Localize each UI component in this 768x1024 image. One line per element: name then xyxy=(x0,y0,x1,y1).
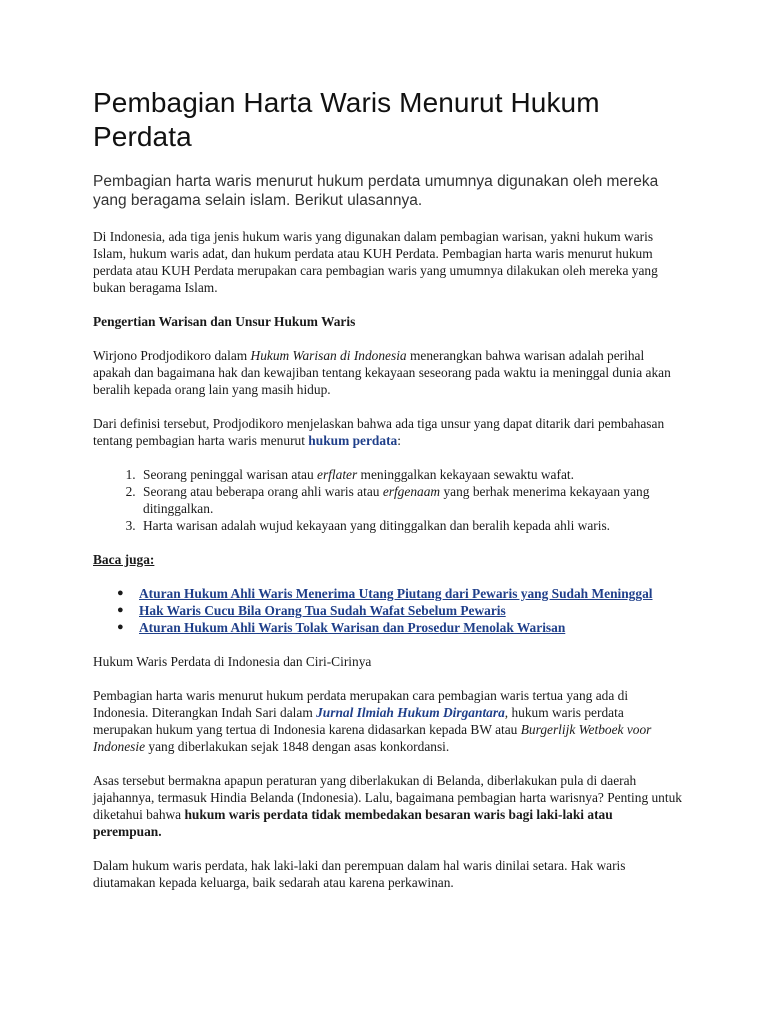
book-title: Hukum Warisan di Indonesia xyxy=(250,348,407,363)
text: Pembagian harta waris menurut hukum perdata merupakan cara pembagian waris tertua yang ada di Indonesia. Diterangkan Indah Sari dalam xyxy=(93,688,629,720)
related-link[interactable]: Hak Waris Cucu Bila Orang Tua Sudah Wafat Sebelum Pewaris xyxy=(139,603,506,618)
text: yang berhak menerima kekayaan yang ditinggalkan. xyxy=(143,484,650,516)
text: Asas tersebut bermakna apapun peraturan yang diberlakukan di Belanda, diberlakukan pula di daerah jajahannya, termasuk Hindia Belanda (Indonesia). Lalu, bagaimana pembagian harta warisnya? Penting untuk diketahui bahwa xyxy=(93,773,682,822)
paragraph-asas xyxy=(93,772,683,840)
bullet-icon: ● xyxy=(117,621,124,633)
related-links xyxy=(93,585,683,636)
unsur-list xyxy=(93,466,683,534)
list-item xyxy=(117,602,683,619)
text: menerangkan bahwa warisan adalah perihal apakah dan bagaimana hak dan kewajiban tentang kekayaan seseorang pada waktu ia meninggal dunia akan beralih kepada orang lain yang masih hidup. xyxy=(93,348,671,397)
text: Wirjono Prodjodikoro dalam xyxy=(93,348,251,363)
term: erflater xyxy=(317,467,358,482)
text: , hukum waris perdata merupakan hukum yang tertua di Indonesia karena didasarkan kepada BW atau xyxy=(93,705,624,737)
emphasis: hukum waris perdata tidak membedakan besaran waris bagi laki-laki atau perempuan. xyxy=(93,807,613,839)
text: yang diberlakukan sejak 1848 dengan asas konkordansi. xyxy=(145,739,450,754)
list-item xyxy=(117,619,683,636)
section-heading-ciri: Hukum Waris Perdata di Indonesia dan Ciri-Cirinya xyxy=(93,654,372,669)
paragraph-tertua xyxy=(93,687,683,755)
paragraph-intro: Di Indonesia, ada tiga jenis hukum waris yang digunakan dalam pembagian warisan, yakni hukum waris Islam, hukum waris adat, dan hukum perdata atau KUH Perdata. Pembagian harta waris menurut hukum perdata atau KUH Perdata merupakan cara pembagian waris yang umumnya dilakukan oleh mereka yang bukan beragama Islam. xyxy=(93,229,658,295)
journal-link[interactable]: Jurnal Ilmiah Hukum Dirgantara xyxy=(316,705,505,720)
text: Seorang peninggal warisan atau xyxy=(143,467,318,482)
list-item xyxy=(139,517,683,534)
lead-paragraph: Pembagian harta waris menurut hukum perdata umumnya digunakan oleh mereka yang beragama selain islam. Berikut ulasannya. xyxy=(93,173,659,209)
text: : xyxy=(397,433,401,448)
list-item xyxy=(117,585,683,602)
law-title: Burgerlijk Wetboek voor Indonesie xyxy=(93,722,652,754)
paragraph-unsur xyxy=(93,415,683,449)
text: Seorang atau beberapa orang ahli waris atau xyxy=(143,484,383,499)
link-hukum-perdata[interactable]: hukum perdata xyxy=(308,433,398,448)
page-title: Pembagian Harta Waris Menurut Hukum Perdata xyxy=(93,87,600,152)
term: erfgenaam xyxy=(382,484,441,499)
section-heading-pengertian: Pengertian Warisan dan Unsur Hukum Waris xyxy=(93,314,356,329)
baca-juga-label: Baca juga: xyxy=(93,552,155,567)
text: Dari definisi tersebut, Prodjodikoro menjelaskan bahwa ada tiga unsur yang dapat ditarik dari pembahasan tentang pembagian harta waris menurut xyxy=(93,416,665,448)
list-item xyxy=(139,483,683,517)
text: meninggalkan kekayaan sewaktu wafat. xyxy=(357,467,574,482)
list-item xyxy=(139,466,683,483)
text: Harta warisan adalah wujud kekayaan yang ditinggalkan dan beralih kepada ahli waris. xyxy=(143,518,611,533)
article xyxy=(93,86,683,908)
related-link[interactable]: Aturan Hukum Ahli Waris Menerima Utang Piutang dari Pewaris yang Sudah Meninggal xyxy=(139,586,653,601)
bullet-icon: ● xyxy=(117,604,124,616)
paragraph-definition xyxy=(93,347,683,398)
bullet-icon: ● xyxy=(117,587,124,599)
paragraph-setara: Dalam hukum waris perdata, hak laki-laki dan perempuan dalam hal waris dinilai setara. Hak waris diutamakan kepada keluarga, baik sedarah atau karena perkawinan. xyxy=(93,858,626,890)
related-link[interactable]: Aturan Hukum Ahli Waris Tolak Warisan dan Prosedur Menolak Warisan xyxy=(139,620,566,635)
